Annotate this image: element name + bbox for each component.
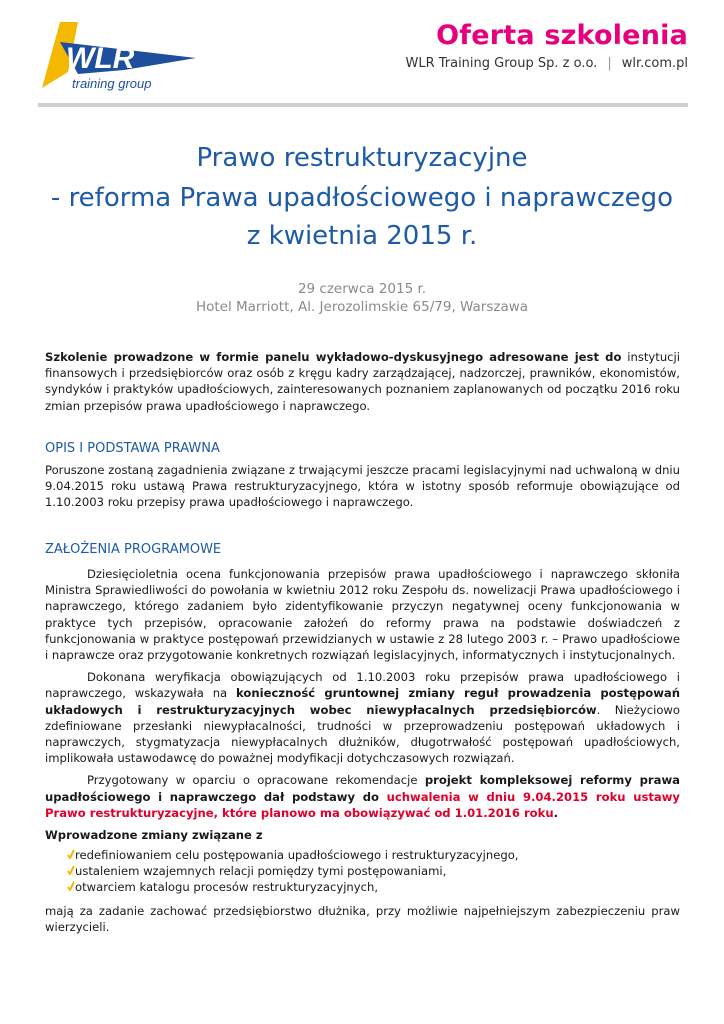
wlr-logo (38, 18, 198, 96)
p2-text-a: Dokonana weryfikacja obowiązujących od 1.10.2003 roku przepisów prawa upadłościowego i naprawczego, wskazywała na (45, 670, 680, 701)
list-item-text: otwarciem katalogu procesów restrukturyzacyjnych, (75, 880, 379, 895)
list-item-text: redefiniowaniem celu postępowania upadłościowego i restrukturyzacyjnego, (75, 848, 519, 863)
intro-text: instytucji finansowych i przedsiębiorców oraz osób z kręgu kadry zarządzającej, nadzorczej, prawników, ekonomistów, syndyków i praktyków upadłościowych, zainteresowanych poznaniem zaplanowanych od początku 2016 roku zmian przepisów prawa upadłościowego i naprawczego. (45, 350, 680, 413)
checkmark-bullet-icon (67, 849, 75, 859)
list-item-text: ustaleniem wzajemnych relacji pomiędzy tymi postępowaniami, (75, 864, 447, 879)
training-date: 29 czerwca 2015 r. (297, 281, 427, 297)
training-venue: Hotel Marriott, Al. Jerozolimskie 65/79, Warszawa (195, 299, 529, 315)
section-heading-program: ZAŁOŻENIA PROGRAMOWE (45, 542, 222, 557)
website-link[interactable]: wlr.com.pl (621, 56, 688, 71)
company-name: WLR Training Group Sp. z o.o. (405, 56, 598, 71)
program-paragraph-2 (45, 669, 680, 766)
separator: | (607, 56, 612, 71)
section-heading-description: OPIS I PODSTAWA PRAWNA (45, 441, 220, 456)
checkmark-bullet-icon (67, 881, 75, 891)
list-item (45, 879, 680, 895)
training-title (20, 140, 704, 254)
section-program (45, 566, 680, 936)
title-line-1: Prawo restrukturyzacyjne (196, 143, 528, 173)
changes-heading: Wprowadzone zmiany związane z (45, 828, 263, 843)
title-line-3: z kwietnia 2015 r. (246, 221, 478, 251)
program-paragraph-3 (45, 772, 680, 821)
logo-wordmark: WLR (66, 42, 135, 75)
intro-bold: Szkolenie prowadzone w formie panelu wykładowo-dyskusyjnego adresowane jest do (45, 350, 622, 364)
header-info (405, 20, 688, 71)
offer-title: Oferta szkolenia (436, 20, 688, 51)
intro-paragraph (45, 349, 680, 414)
list-item (45, 863, 680, 879)
program-paragraph-1: Dziesięcioletnia ocena funkcjonowania przepisów prawa upadłościowego i naprawczego skłoniła Ministra Sprawiedliwości do powołania w kwietniu 2012 roku Zespołu ds. nowelizacji Prawa upadłościowego i naprawczego, którego zadaniem było zidentyfikowanie przyczyn negatywnej oceny funkcjonowania w praktyce tych przepisów, opracowanie założeń do reformy prawa na podstawie doświadczeń z funkcjonowania w praktyce postępowań przewidzianych w ustawie z 28 lutego 2003 r. – Prawo upadłościowe i naprawcze oraz przygotowanie konkretnych rozwiązań legislacyjnych, informatycznych i instytucjonalnych. (45, 567, 680, 663)
p3-text-a: Przygotowany w oparciu o opracowane rekomendacje (87, 773, 425, 788)
section-description-text: Poruszone zostaną zagadnienia związane z trwającymi jeszcze pracami legislacyjnymi nad uchwaloną w dniu 9.04.2015 roku ustawą Prawa restrukturyzacyjnego, która w istotny sposób reformuje obowiązujące od 1.10.2003 roku przepisy prawa upadłościowego i naprawczego. (45, 463, 680, 510)
checkmark-bullet-icon (67, 865, 75, 875)
p3-end: . (553, 805, 559, 820)
list-item (45, 847, 680, 863)
header-divider (38, 103, 688, 107)
company-line (405, 56, 688, 71)
p3-highlight: uchwalenia w dniu 9.04.2015 roku ustawy Prawo restrukturyzacyjne, które planowo ma obowiązywać od 1.01.2016 roku (45, 789, 680, 820)
p2-bold: konieczność gruntownej zmiany reguł prowadzenia postępowań układowych i restrukturyzacyjnych wobec niewypłacalnych przedsiębiorców (45, 686, 680, 717)
p3-bold: projekt kompleksowej reformy prawa upadłościowego i naprawczego dał podstawy do (45, 773, 680, 804)
closing-paragraph: mają za zadanie zachować przedsiębiorstwo dłużnika, przy możliwie najpełniejszym zabezpieczeniu praw wierzycieli. (45, 904, 680, 935)
title-line-2: - reforma Prawa upadłościowego i naprawczego (50, 183, 674, 213)
changes-list (45, 847, 680, 895)
logo-tagline: training group (72, 76, 152, 91)
p2-text-c: . Nieżyciowo zdefiniowane przesłanki niewypłacalności, trudności w przeprowadzeniu postępowań układowych i naprawczych, stygmatyzacja niewypłacalnych dłużników, długotrwałość postępowań upadłościowych, implikowała ustawodawcę do poważnej modyfikacji dotychczasowych rozwiązań. (45, 702, 681, 766)
